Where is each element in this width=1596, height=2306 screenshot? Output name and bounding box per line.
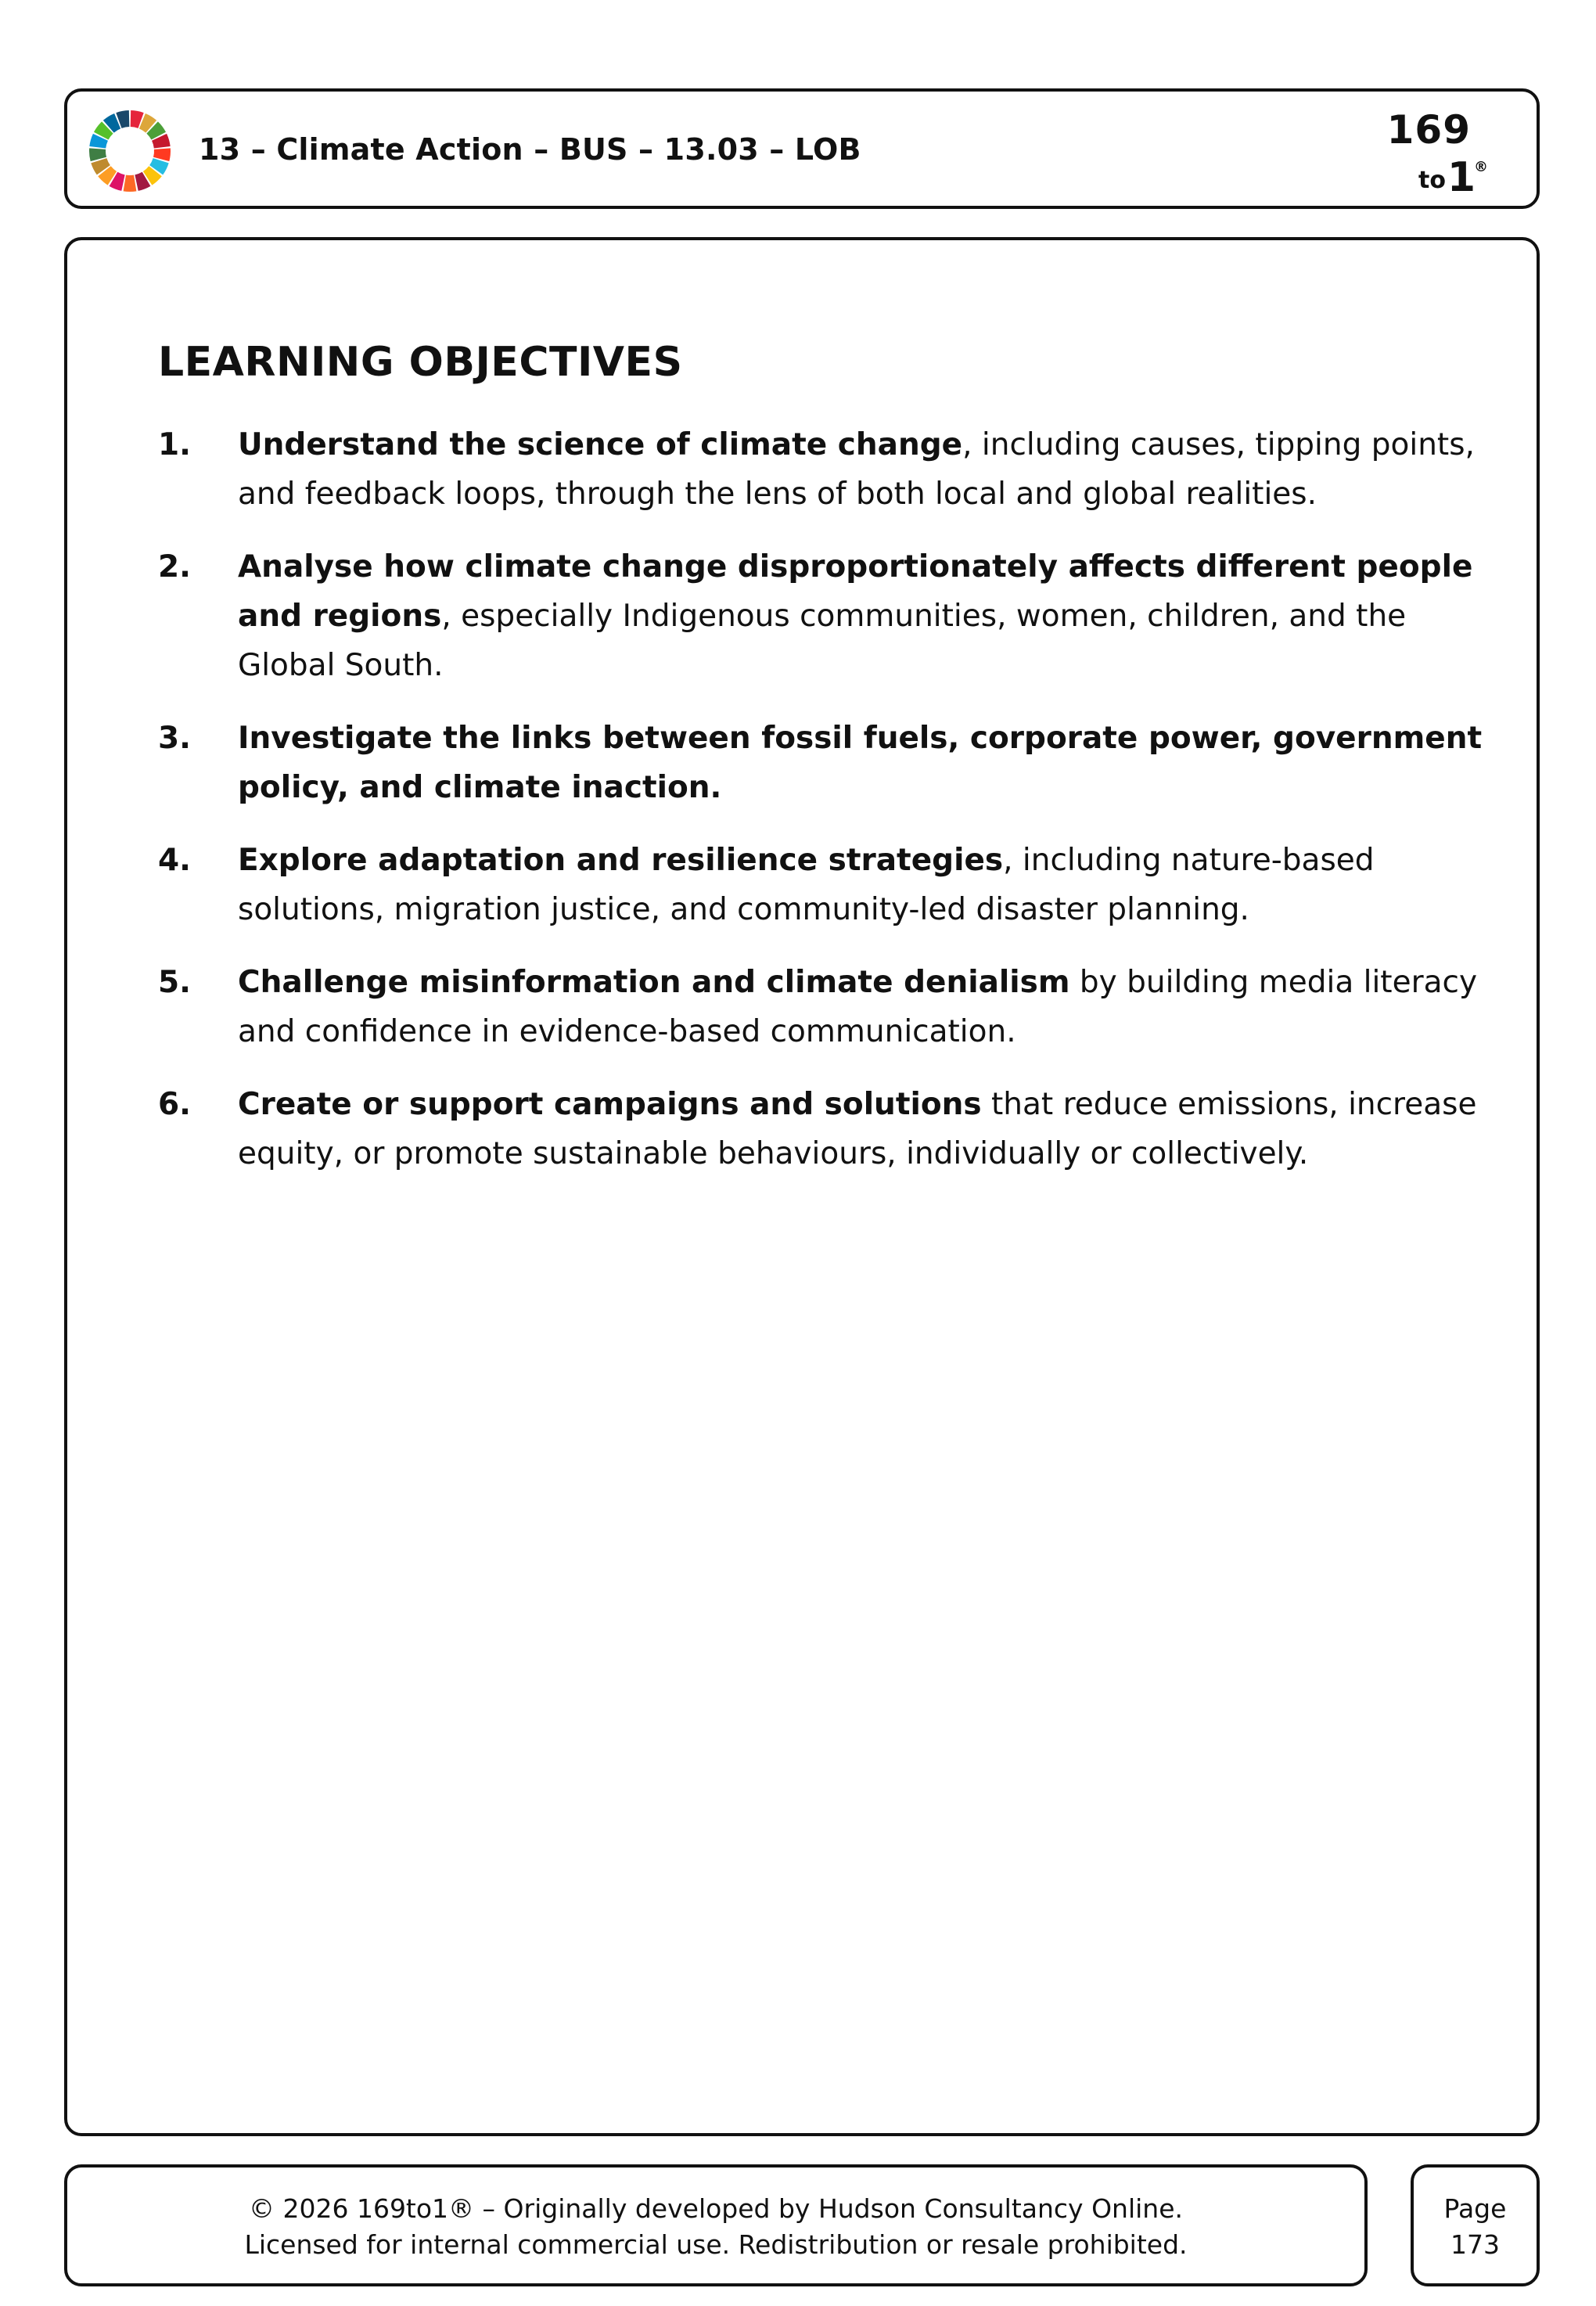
page-label: Page bbox=[1443, 2193, 1507, 2224]
objectives-list bbox=[158, 420, 1504, 1202]
objective-detail: , including nature-based solutions, migration justice, and community-led disaster planning. bbox=[238, 843, 1375, 927]
footer-copyright-box bbox=[64, 2164, 1368, 2286]
objective-detail: by building media literacy and confidence in evidence-based communication. bbox=[238, 965, 1478, 1049]
content-panel bbox=[64, 237, 1540, 2136]
objective-number: 2. bbox=[158, 549, 191, 585]
copyright-notice bbox=[67, 2191, 1364, 2263]
objective-item bbox=[158, 1080, 1504, 1178]
brand-logo bbox=[1379, 99, 1488, 201]
brand-to: to bbox=[1418, 167, 1446, 194]
objective-number: 6. bbox=[158, 1087, 191, 1122]
objective-detail: , including causes, tipping points, and feedback loops, through the lens of both local and global realities. bbox=[238, 427, 1475, 512]
objective-heading: Investigate the links between fossil fuels, corporate power, government policy, and climate inaction. bbox=[238, 721, 1483, 805]
document-title: 13 – Climate Action – BUS – 13.03 – LOB bbox=[199, 132, 861, 167]
objective-heading: Explore adaptation and resilience strategies bbox=[238, 843, 1004, 878]
objective-number: 3. bbox=[158, 721, 191, 756]
objective-heading: Challenge misinformation and climate denialism bbox=[238, 965, 1070, 1000]
section-title: LEARNING OBJECTIVES bbox=[158, 339, 683, 386]
objective-heading: Analyse how climate change disproportionately affects different people and regions bbox=[238, 549, 1473, 634]
objective-item bbox=[158, 714, 1504, 812]
objective-detail: , especially Indigenous communities, women, children, and the Global South. bbox=[238, 599, 1407, 683]
page-number-box bbox=[1411, 2164, 1540, 2286]
copyright-line-1: © 2026 169to1® – Originally developed by Hudson Consultancy Online. bbox=[248, 2193, 1184, 2224]
objective-number: 5. bbox=[158, 965, 191, 1000]
page-number: 173 bbox=[1450, 2229, 1500, 2260]
copyright-line-2: Licensed for internal commercial use. Redistribution or resale prohibited. bbox=[244, 2229, 1188, 2260]
objective-detail: that reduce emissions, increase equity, or promote sustainable behaviours, individually or collectively. bbox=[238, 1087, 1477, 1171]
objective-item bbox=[158, 958, 1504, 1056]
objective-heading: Understand the science of climate change bbox=[238, 427, 963, 462]
objective-number: 1. bbox=[158, 427, 191, 462]
sdg-wheel-logo bbox=[88, 109, 172, 193]
header-bar bbox=[64, 88, 1540, 209]
brand-number: 169 bbox=[1386, 107, 1471, 153]
sdg-wheel-segment bbox=[124, 175, 137, 192]
objective-heading: Create or support campaigns and solutions bbox=[238, 1087, 982, 1122]
objective-number: 4. bbox=[158, 843, 191, 878]
objective-item bbox=[158, 542, 1504, 690]
objective-item bbox=[158, 836, 1504, 934]
brand-registered-mark: ® bbox=[1474, 159, 1488, 175]
objective-item bbox=[158, 420, 1504, 519]
brand-one: 1 bbox=[1447, 154, 1476, 201]
